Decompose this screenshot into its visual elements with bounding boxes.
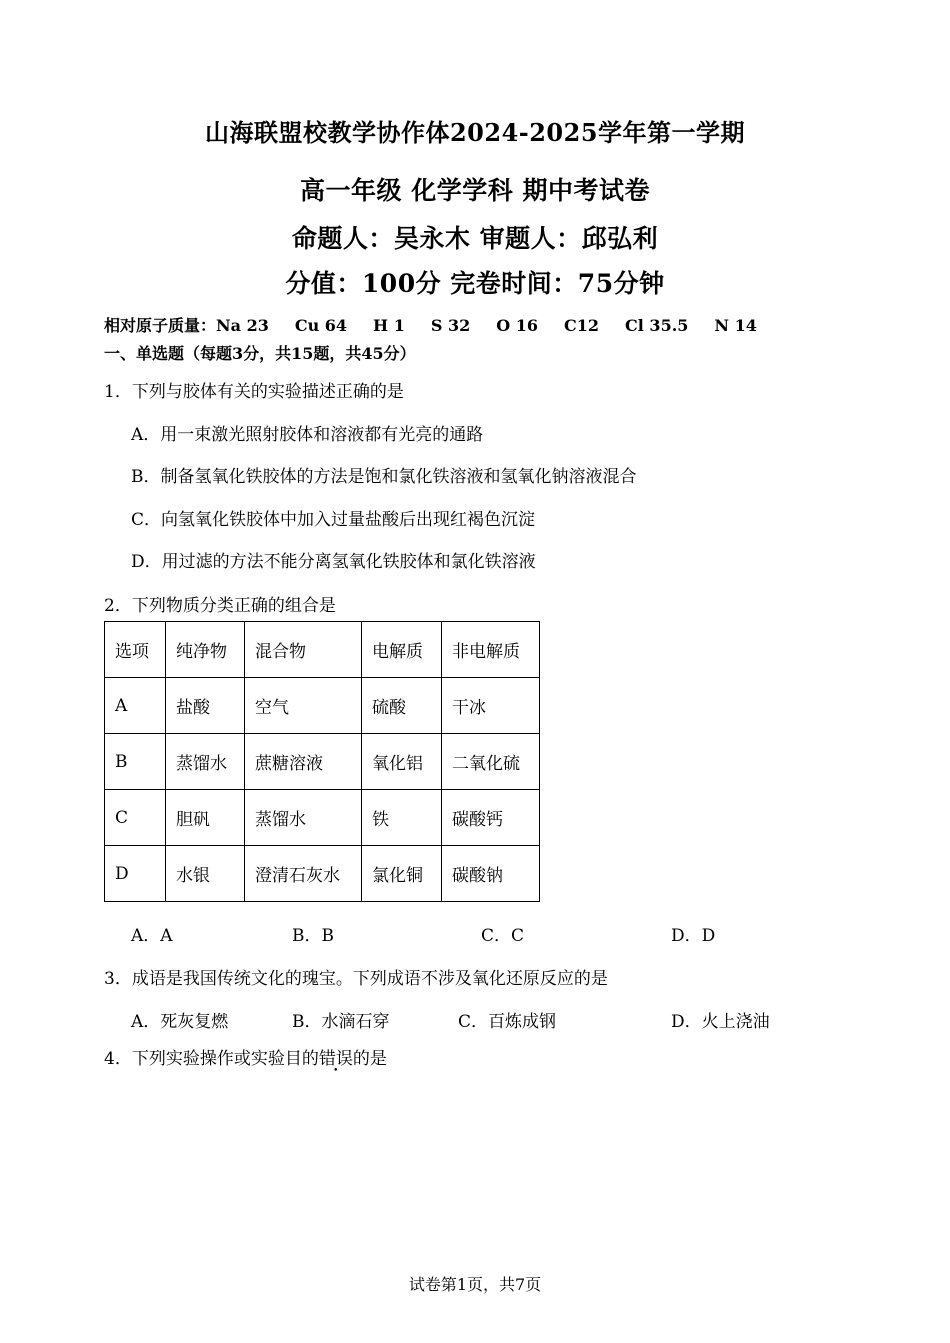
table-header-cell: 选项 [105, 622, 166, 678]
table-cell: 干冰 [442, 678, 540, 734]
question-4-stem-end: 的是 [352, 1049, 387, 1069]
question-3-option-b: B．水滴石穿 [292, 1012, 390, 1032]
question-4-stem-start: 4．下列实验操作或实验目的 [104, 1049, 319, 1069]
table-cell: 蒸馏水 [245, 790, 362, 846]
atomic-masses [104, 313, 783, 336]
table-row [105, 846, 540, 902]
table-header-cell: 混合物 [245, 622, 362, 678]
question-2-option-b: B．B [292, 926, 334, 946]
question-3-option-c: C．百炼成钢 [458, 1012, 557, 1032]
question-2-option-a: A．A [131, 926, 173, 946]
table-cell: D [105, 846, 166, 902]
atomic-mass-item: O 16 [496, 316, 539, 335]
atomic-mass-item: Cu 64 [294, 316, 348, 335]
classification-table [104, 621, 540, 902]
table-cell: 蔗糖溶液 [245, 734, 362, 790]
atomic-mass-item: H 1 [373, 316, 405, 335]
question-1-stem: 1．下列与胶体有关的实验描述正确的是 [104, 382, 404, 402]
table-cell: 水银 [166, 846, 245, 902]
table-header-cell: 纯净物 [166, 622, 245, 678]
atomic-mass-item: Cl 35.5 [625, 316, 689, 335]
table-cell: 盐酸 [166, 678, 245, 734]
table-cell: 氧化铝 [362, 734, 442, 790]
table-row [105, 790, 540, 846]
table-cell: C [105, 790, 166, 846]
atomic-masses-label: 相对原子质量： [104, 316, 217, 335]
question-3-option-d: D．火上浇油 [671, 1012, 770, 1032]
table-cell: 硫酸 [362, 678, 442, 734]
exam-header-school: 山海联盟校教学协作体2024-2025学年第一学期 [204, 118, 746, 147]
table-header-cell: 电解质 [362, 622, 442, 678]
table-cell: A [105, 678, 166, 734]
table-header-row [105, 622, 540, 678]
exam-header-authors: 命题人：吴永木 审题人：邱弘利 [291, 224, 659, 253]
question-2-stem: 2．下列物质分类正确的组合是 [104, 596, 336, 616]
atomic-mass-item: S 32 [430, 316, 471, 335]
question-2-option-d: D．D [671, 926, 716, 946]
atomic-mass-item: C12 [564, 316, 600, 335]
table-cell: 铁 [362, 790, 442, 846]
table-header-cell: 非电解质 [442, 622, 540, 678]
atomic-mass-item: N 14 [714, 316, 757, 335]
table-cell: 碳酸钠 [442, 846, 540, 902]
question-1-option-a: A．用一束激光照射胶体和溶液都有光亮的通路 [131, 425, 484, 445]
table-cell: 胆矾 [166, 790, 245, 846]
question-1-option-c: C．向氢氧化铁胶体中加入过量盐酸后出现红褐色沉淀 [131, 510, 536, 530]
exam-header-subject: 高一年级 化学学科 期中考试卷 [300, 176, 650, 205]
section-title: 一、单选题（每题3分，共15题，共45分） [104, 344, 416, 363]
table-cell: B [105, 734, 166, 790]
question-3-option-a: A．死灰复燃 [131, 1012, 229, 1032]
question-2-option-c: C．C [481, 926, 525, 946]
exam-header-score-time: 分值：100分 完卷时间：75分钟 [285, 269, 665, 298]
table-cell: 空气 [245, 678, 362, 734]
question-3-stem: 3．成语是我国传统文化的瑰宝。下列成语不涉及氧化还原反应的是 [104, 969, 608, 989]
table-row [105, 678, 540, 734]
table-cell: 氯化铜 [362, 846, 442, 902]
question-4-emphasis: 错误 [318, 1049, 353, 1069]
table-row [105, 734, 540, 790]
page-footer: 试卷第1页，共7页 [408, 1275, 542, 1294]
table-cell: 二氧化硫 [442, 734, 540, 790]
question-4-stem [104, 1044, 387, 1069]
question-1-option-d: D．用过滤的方法不能分离氢氧化铁胶体和氯化铁溶液 [131, 552, 536, 572]
table-cell: 碳酸钙 [442, 790, 540, 846]
table-cell: 蒸馏水 [166, 734, 245, 790]
question-1-option-b: B．制备氢氧化铁胶体的方法是饱和氯化铁溶液和氢氧化钠溶液混合 [131, 467, 637, 487]
atomic-mass-item: Na 23 [216, 316, 269, 335]
table-cell: 澄清石灰水 [245, 846, 362, 902]
